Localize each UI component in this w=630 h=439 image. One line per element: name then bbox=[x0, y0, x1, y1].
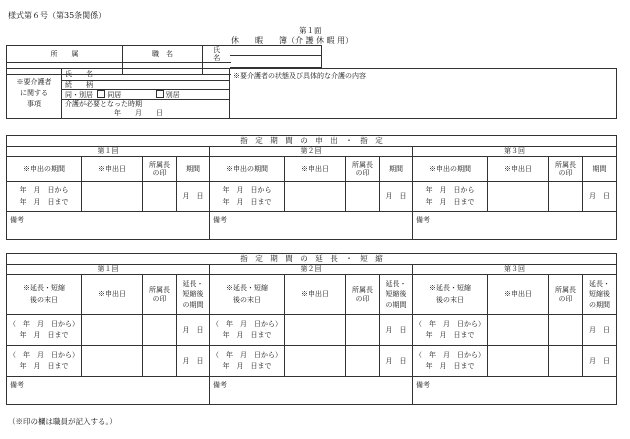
col-date: ※申出日 bbox=[82, 275, 143, 315]
care-recipient-label: ※要介護者 に関する 事項 bbox=[7, 69, 62, 119]
col-date: ※申出日 bbox=[285, 157, 346, 182]
end-date-field[interactable]: （ 年 月 日から） 年 月 日まで bbox=[210, 315, 285, 346]
end-date-field[interactable]: （ 年 月 日から） 年 月 日まで bbox=[210, 346, 285, 377]
date-field[interactable] bbox=[82, 346, 143, 377]
extension-round-2: 第２回 bbox=[210, 265, 413, 275]
term-field[interactable]: 月 日 bbox=[177, 346, 210, 377]
affiliation-header: 所 属 bbox=[7, 46, 123, 63]
period-field[interactable]: 年 月 日から 年 月 日まで bbox=[413, 182, 488, 212]
seal-field[interactable] bbox=[346, 346, 380, 377]
term-field[interactable]: 月 日 bbox=[380, 182, 413, 212]
seal-field[interactable] bbox=[346, 315, 380, 346]
name-header: 氏 名 bbox=[203, 46, 231, 63]
remarks-field[interactable]: 備考 bbox=[7, 377, 210, 405]
end-date-field[interactable]: （ 年 月 日から） 年 月 日まで bbox=[7, 315, 82, 346]
care-start-date[interactable]: 年 月 日 bbox=[62, 109, 230, 119]
col-period: ※申出の期間 bbox=[413, 157, 488, 182]
term-field[interactable]: 月 日 bbox=[177, 315, 210, 346]
col-term: 期間 bbox=[177, 157, 210, 182]
relation-row[interactable]: 続 柄 bbox=[62, 81, 230, 90]
remarks-field[interactable]: 備考 bbox=[413, 212, 617, 240]
designation-round-2: 第２回 bbox=[210, 147, 413, 157]
end-date-field[interactable]: （ 年 月 日から） 年 月 日まで bbox=[7, 346, 82, 377]
cohab-checkbox-2[interactable] bbox=[156, 90, 164, 98]
seal-field[interactable] bbox=[346, 182, 380, 212]
col-seal: 所属長 の印 bbox=[143, 157, 177, 182]
date-field[interactable] bbox=[82, 182, 143, 212]
term-field[interactable]: 月 日 bbox=[380, 346, 413, 377]
remarks-field[interactable]: 備考 bbox=[210, 212, 413, 240]
seal-field[interactable] bbox=[143, 182, 177, 212]
cohab-checkbox-1[interactable] bbox=[97, 90, 105, 98]
cohab-option-2: 別居 bbox=[165, 91, 180, 100]
designation-title: 指 定 期 間 の 申 出 ・ 指 定 bbox=[7, 136, 617, 147]
recipient-name-row[interactable]: 氏 名 bbox=[62, 69, 230, 81]
col-date: ※申出日 bbox=[488, 157, 549, 182]
date-field[interactable] bbox=[285, 182, 346, 212]
page-title: 休 暇 簿（介 護 休 暇 用） bbox=[231, 36, 354, 45]
seal-field[interactable] bbox=[143, 346, 177, 377]
seal-field[interactable] bbox=[549, 315, 583, 346]
cohabitation-row[interactable] bbox=[62, 90, 230, 100]
term-field[interactable]: 月 日 bbox=[583, 346, 617, 377]
remarks-field[interactable]: 備考 bbox=[413, 377, 617, 405]
col-end: ※延長・短縮 後の末日 bbox=[210, 275, 285, 315]
seal-field[interactable] bbox=[549, 182, 583, 212]
col-term: 期間 bbox=[583, 157, 617, 182]
col-term: 延長・ 短縮後 の期間 bbox=[583, 275, 617, 315]
remarks-field[interactable]: 備考 bbox=[7, 212, 210, 240]
page-label: 第１面 bbox=[299, 26, 322, 35]
period-field[interactable]: 年 月 日から 年 月 日まで bbox=[7, 182, 82, 212]
form-number: 様式第６号（第35条関係） bbox=[8, 11, 107, 20]
extension-round-1: 第１回 bbox=[7, 265, 210, 275]
date-field[interactable] bbox=[82, 315, 143, 346]
date-field[interactable] bbox=[285, 315, 346, 346]
col-date: ※申出日 bbox=[82, 157, 143, 182]
seal-field[interactable] bbox=[143, 315, 177, 346]
col-seal: 所属長 の印 bbox=[549, 275, 583, 315]
term-field[interactable]: 月 日 bbox=[380, 315, 413, 346]
col-term: 延長・ 短縮後 の期間 bbox=[380, 275, 413, 315]
date-field[interactable] bbox=[488, 182, 549, 212]
extension-round-3: 第３回 bbox=[413, 265, 617, 275]
col-period: ※申出の期間 bbox=[210, 157, 285, 182]
care-recipient-table bbox=[6, 68, 617, 119]
extension-title: 指 定 期 間 の 延 長 ・ 短 縮 bbox=[7, 254, 617, 265]
care-start-label: 介護が必要となった時期 bbox=[62, 100, 230, 109]
cohabitation-label: 同・別居 bbox=[65, 91, 93, 100]
term-field[interactable]: 月 日 bbox=[583, 182, 617, 212]
end-date-field[interactable]: （ 年 月 日から） 年 月 日まで bbox=[413, 346, 488, 377]
col-seal: 所属長 の印 bbox=[346, 275, 380, 315]
col-end: ※延長・短縮 後の末日 bbox=[7, 275, 82, 315]
period-field[interactable]: 年 月 日から 年 月 日まで bbox=[210, 182, 285, 212]
date-field[interactable] bbox=[488, 346, 549, 377]
designation-round-1: 第１回 bbox=[7, 147, 210, 157]
cohab-option-1: 同居 bbox=[107, 91, 122, 100]
care-condition-field[interactable]: ※要介護者の状態及び具体的な介護の内容 bbox=[230, 69, 617, 119]
end-date-field[interactable]: （ 年 月 日から） 年 月 日まで bbox=[413, 315, 488, 346]
col-end: ※延長・短縮 後の末日 bbox=[413, 275, 488, 315]
col-date: ※申出日 bbox=[488, 275, 549, 315]
col-period: ※申出の期間 bbox=[7, 157, 82, 182]
term-field[interactable]: 月 日 bbox=[583, 315, 617, 346]
position-header: 職 名 bbox=[123, 46, 203, 63]
col-seal: 所属長 の印 bbox=[143, 275, 177, 315]
col-term: 期間 bbox=[380, 157, 413, 182]
col-seal: 所属長 の印 bbox=[346, 157, 380, 182]
term-field[interactable]: 月 日 bbox=[177, 182, 210, 212]
col-term: 延長・ 短縮後 の期間 bbox=[177, 275, 210, 315]
date-field[interactable] bbox=[285, 346, 346, 377]
personal-info-table-right bbox=[230, 45, 322, 68]
designation-round-3: 第３回 bbox=[413, 147, 617, 157]
date-field[interactable] bbox=[488, 315, 549, 346]
extension-table bbox=[6, 253, 617, 405]
seal-field[interactable] bbox=[549, 346, 583, 377]
col-seal: 所属長 の印 bbox=[549, 157, 583, 182]
col-date: ※申出日 bbox=[285, 275, 346, 315]
remarks-field[interactable]: 備考 bbox=[210, 377, 413, 405]
footer-note: （※印の欄は職員が記入する。） bbox=[8, 417, 117, 426]
designation-table bbox=[6, 135, 617, 240]
